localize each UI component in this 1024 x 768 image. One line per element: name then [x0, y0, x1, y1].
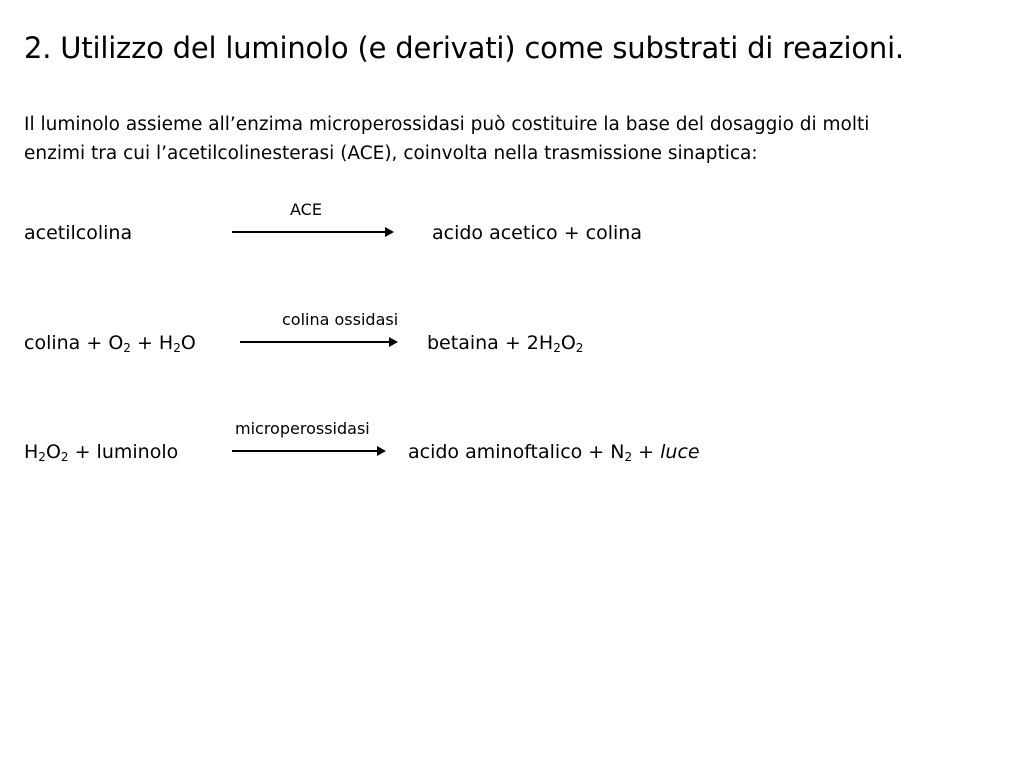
reaction-1-enzyme: ACE — [290, 200, 322, 219]
reaction-3-arrow — [232, 450, 384, 452]
reaction-3-enzyme: microperossidasi — [235, 419, 370, 438]
intro-line-2: enzimi tra cui l’acetilcolinesterasi (ACE), coinvolta nella trasmissione sinaptica: — [24, 143, 758, 164]
reaction-1-reactant: acetilcolina — [24, 222, 133, 244]
slide-title: 2. Utilizzo del luminolo (e derivati) come substrati di reazioni. — [24, 31, 904, 65]
reaction-2-arrow — [240, 341, 396, 343]
reaction-2-reactant: colina + $O_2 + H_2O$ — [24, 332, 196, 355]
reaction-1 — [0, 198, 1024, 278]
reaction-1-arrow — [232, 231, 392, 233]
reaction-3-reactant: $H_2O_2$ + luminolo — [24, 441, 179, 464]
intro-line-1: Il luminolo assieme all’enzima microperossidasi può costituire la base del dosaggio di molti — [24, 114, 870, 135]
reaction-2-enzyme: colina ossidasi — [282, 310, 399, 329]
reaction-1-product: acido acetico + colina — [432, 222, 642, 244]
intro-paragraph — [24, 110, 869, 168]
reaction-3-product: acido aminoftalico + $N_2$ + luce — [408, 441, 700, 464]
reaction-3 — [0, 416, 1024, 496]
reaction-2-product: betaina + $2H_2O_2$ — [427, 332, 584, 355]
reaction-2 — [0, 307, 1024, 387]
